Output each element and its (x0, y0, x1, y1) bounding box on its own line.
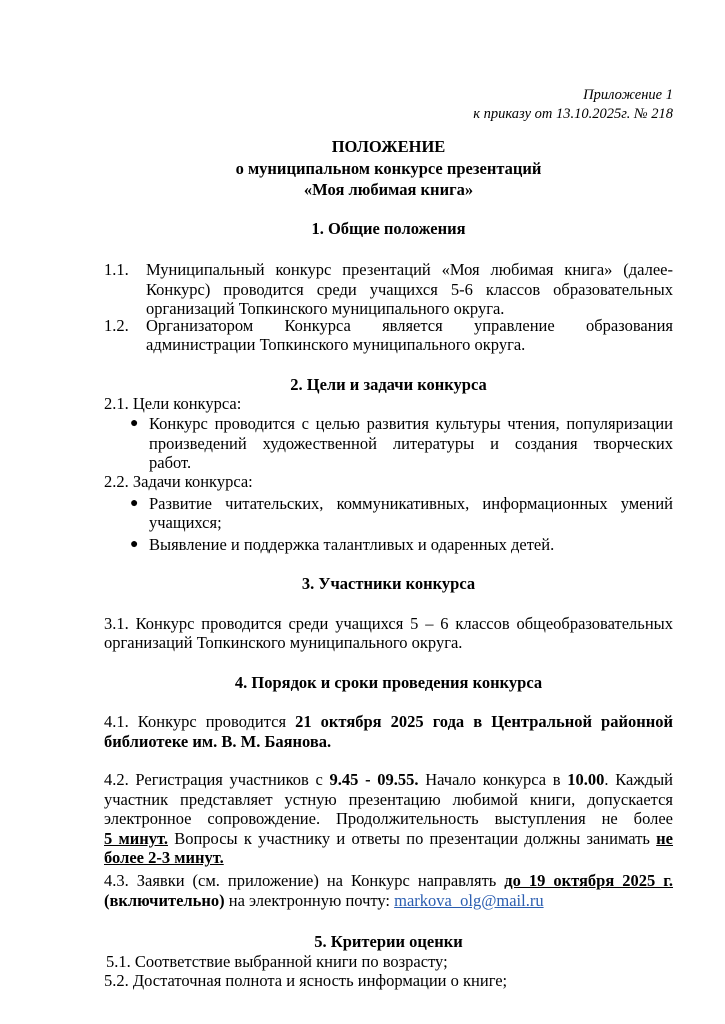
task-bullet-1-line1: Развитие читательских, коммуникативных, информационных умений (149, 494, 673, 513)
item-4-1-text-a: 4.1. Конкурс проводится (104, 712, 287, 731)
doc-subtitle: о муниципальном конкурсе презентаций (235, 159, 542, 178)
item-4-2-text-a: 4.2. Регистрация участников с (104, 770, 323, 789)
goal-bullet-line3: работ. (149, 453, 192, 472)
item-2-1-label: 2.1. Цели конкурса: (104, 394, 242, 413)
item-4-2-line4 (104, 829, 673, 849)
application-deadline: до 19 октября 2025 г. (504, 871, 674, 890)
contest-venue-part1: Центральной районной (491, 712, 674, 731)
item-4-2-line1 (104, 770, 673, 790)
item-4-2-line2: участник представляет устную презентацию любимой книги, допускается (104, 790, 673, 809)
item-5-1: 5.1. Соответствие выбранной книги по возрасту; (106, 952, 448, 971)
item-3-1-line1: 3.1. Конкурс проводится среди учащихся 5 – 6 классов общеобразовательных (104, 614, 673, 633)
bullet-icon: ● (130, 416, 139, 431)
item-1-2-line2: администрации Топкинского муниципального округа. (146, 335, 526, 354)
item-4-3-line1 (104, 871, 673, 891)
section-5-heading: 5. Критерии оценки (314, 932, 463, 951)
section-2-heading: 2. Цели и задачи конкурса (290, 375, 487, 394)
order-reference: к приказу от 13.10.2025г. № 218 (473, 106, 673, 122)
item-4-2-text-l4: Вопросы к участнику и ответы по презентации должны занимать (174, 829, 650, 848)
task-bullet-1-line2: учащихся; (149, 513, 222, 532)
doc-contest-name: «Моя любимая книга» (303, 180, 474, 199)
goal-bullet-line1: Конкурс проводится с целью развития культуры чтения, популяризации (149, 414, 673, 433)
qa-duration-part2: более 2-3 минут. (104, 848, 224, 867)
contact-email-link[interactable]: markova_olg@mail.ru (394, 891, 544, 910)
bullet-icon: ● (130, 537, 139, 552)
task-bullet-2: Выявление и поддержка талантливых и одаренных детей. (149, 535, 555, 554)
item-4-1-text-c: в (473, 712, 483, 731)
presentation-duration: 5 минут. (104, 829, 168, 848)
item-1-2-line1: Организатором Конкурса является управление образования (146, 316, 673, 335)
section-3-heading: 3. Участники конкурса (301, 574, 476, 593)
item-5-2: 5.2. Достаточная полнота и ясность информации о книге; (104, 971, 508, 990)
section-4-heading: 4. Порядок и сроки проведения конкурса (234, 673, 543, 692)
item-4-1-line1 (104, 712, 673, 732)
item-4-3-text-a: 4.3. Заявки (см. приложение) на Конкурс направлять (104, 871, 497, 890)
item-3-1-line2: организаций Топкинского муниципального округа. (104, 633, 463, 652)
item-1-2-number: 1.2. (104, 316, 129, 335)
section-1-heading: 1. Общие положения (311, 219, 466, 238)
doc-title: ПОЛОЖЕНИЕ (331, 137, 446, 156)
item-4-2-text-e: . Каждый (604, 770, 674, 789)
contest-venue-part2: библиотеке им. В. М. Баянова. (104, 732, 332, 751)
item-4-3-text-b: на электронную почту: (228, 891, 391, 910)
start-time: 10.00 (567, 770, 605, 789)
item-4-2-text-c: Начало конкурса в (425, 770, 561, 789)
qa-duration-part1: не (656, 829, 674, 848)
contest-date: 21 октября 2025 года (295, 712, 465, 731)
inclusive-note: (включительно) (104, 891, 225, 910)
registration-time: 9.45 - 09.55. (329, 770, 419, 789)
goal-bullet-line2: произведений художественной литературы и создания творческих (149, 434, 673, 453)
item-1-1-number: 1.1. (104, 260, 129, 279)
item-4-3-line2 (104, 891, 544, 911)
item-1-1-line1: Муниципальный конкурс презентаций «Моя любимая книга» (далее- (146, 260, 673, 279)
item-1-1-line2: Конкурс) проводится среди учащихся 5-6 классов образовательных (146, 280, 673, 299)
item-4-2-line3: электронное сопровождение. Продолжительность выступления не более (104, 809, 673, 828)
bullet-icon: ● (130, 496, 139, 511)
item-2-2-label: 2.2. Задачи конкурса: (104, 472, 253, 491)
item-1-1-line3: организаций Топкинского муниципального округа. (146, 299, 505, 318)
appendix-label: Приложение 1 (583, 87, 673, 103)
